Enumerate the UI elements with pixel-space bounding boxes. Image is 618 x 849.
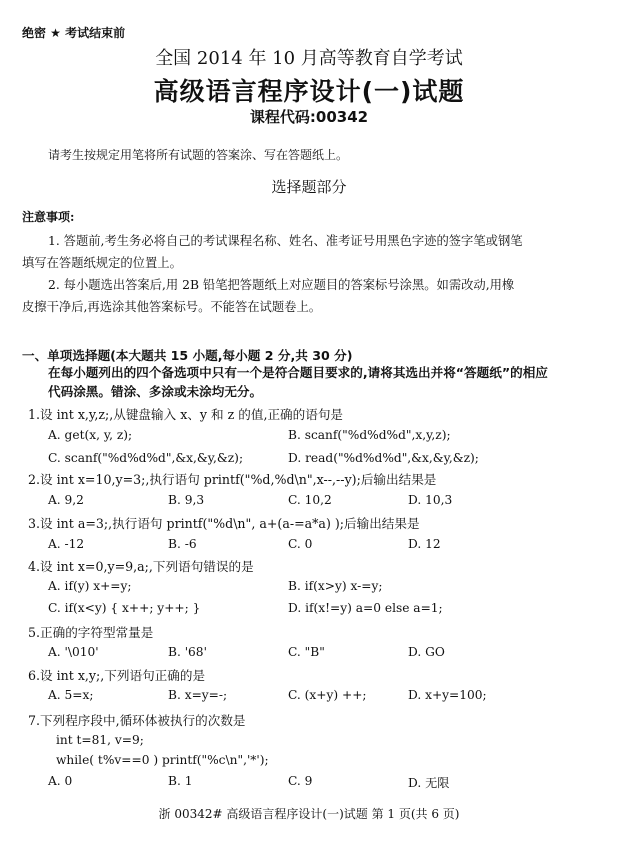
part-heading: 一、单项选择题(本大题共 15 小题,每小题 2 分,共 30 分) (22, 348, 353, 363)
question-stem: 3.设 int a=3;,执行语句 printf("%d\n", a+(a-=a*a) );后输出结果是 (28, 516, 420, 531)
notice-item-line: 2. 每小题选出答案后,用 2B 铅笔把答题纸上对应题目的答案标号涂黑。如需改动,用橡 (48, 278, 515, 292)
option: C. scanf("%d%d%d",&x,&y,&z); (48, 451, 244, 465)
notice-item-line: 填写在答题纸规定的位置上。 (22, 256, 182, 270)
option: D. 10,3 (408, 493, 453, 507)
secret-label: 绝密 ★ 考试结束前 (22, 26, 126, 40)
question-stem: 1.设 int x,y,z;,从键盘输入 x、y 和 z 的值,正确的语句是 (28, 407, 344, 422)
course-code: 课程代码:00342 (249, 108, 369, 126)
answer-instruction: 请考生按规定用笔将所有试题的答案涂、写在答题纸上。 (48, 148, 349, 162)
option: B. if(x>y) x-=y; (288, 579, 383, 593)
option: C. if(x<y) { x++; y++; } (48, 601, 201, 615)
option: C. 0 (288, 537, 313, 551)
question-stem: 2.设 int x=10,y=3;,执行语句 printf("%d,%d\n",x--,--y);后输出结果是 (28, 472, 437, 487)
option: D. if(x!=y) a=0 else a=1; (288, 601, 443, 615)
page-footer: 浙 00342# 高级语言程序设计(一)试题 第 1 页(共 6 页) (158, 807, 460, 821)
option: D. GO (408, 645, 445, 659)
option: B. 9,3 (168, 493, 205, 507)
option: D. read("%d%d%d",&x,&y,&z); (288, 451, 479, 465)
part-description: 在每小题列出的四个备选项中只有一个是符合题目要求的,请将其选出并将“答题纸”的相应代码涂黑。错涂、多涂或未涂均无分。 (48, 365, 548, 399)
option: C. 10,2 (288, 493, 332, 507)
option: C. 9 (288, 774, 313, 788)
option: C. (x+y) ++; (288, 688, 367, 702)
option: D. 无限 (408, 776, 450, 790)
option: B. scanf("%d%d%d",x,y,z); (288, 428, 451, 442)
option: A. if(y) x+=y; (48, 579, 132, 593)
notice-heading: 注意事项: (22, 210, 75, 224)
question-stem: 6.设 int x,y;,下列语句正确的是 (28, 668, 206, 683)
code-line: int t=81, v=9; (56, 733, 144, 747)
option: B. '68' (168, 645, 207, 659)
option: B. x=y=-; (168, 688, 228, 702)
option: C. "B" (288, 645, 325, 659)
option: A. get(x, y, z); (48, 428, 133, 442)
exam-subtitle: 全国 2014 年 10 月高等教育自学考试 (155, 48, 463, 69)
option: A. 9,2 (48, 493, 84, 507)
exam-title: 高级语言程序设计(一)试题 (153, 77, 465, 106)
question-stem: 4.设 int x=0,y=9,a;,下列语句错误的是 (28, 559, 254, 574)
question-stem: 5.正确的字符型常量是 (28, 625, 154, 640)
notice-item-line: 1. 答题前,考生务必将自己的考试课程名称、姓名、准考证号用黑色字迹的签字笔或钢笔 (48, 234, 523, 248)
notice-item (22, 274, 602, 318)
option: B. 1 (168, 774, 193, 788)
option: A. 5=x; (48, 688, 94, 702)
section-title: 选择题部分 (271, 178, 347, 196)
question-stem: 7.下列程序段中,循环体被执行的次数是 (28, 713, 246, 728)
option: A. '\010' (48, 645, 99, 659)
option: D. 12 (408, 537, 441, 551)
notice-item-line: 皮擦干净后,再选涂其他答案标号。不能答在试题卷上。 (22, 300, 322, 314)
code-line: while( t%v==0 ) printf("%c\n",'*'); (56, 753, 269, 767)
option: A. 0 (48, 774, 73, 788)
option: B. -6 (168, 537, 197, 551)
notice-item (22, 230, 602, 274)
option: A. -12 (48, 537, 85, 551)
option: D. x+y=100; (408, 688, 487, 702)
